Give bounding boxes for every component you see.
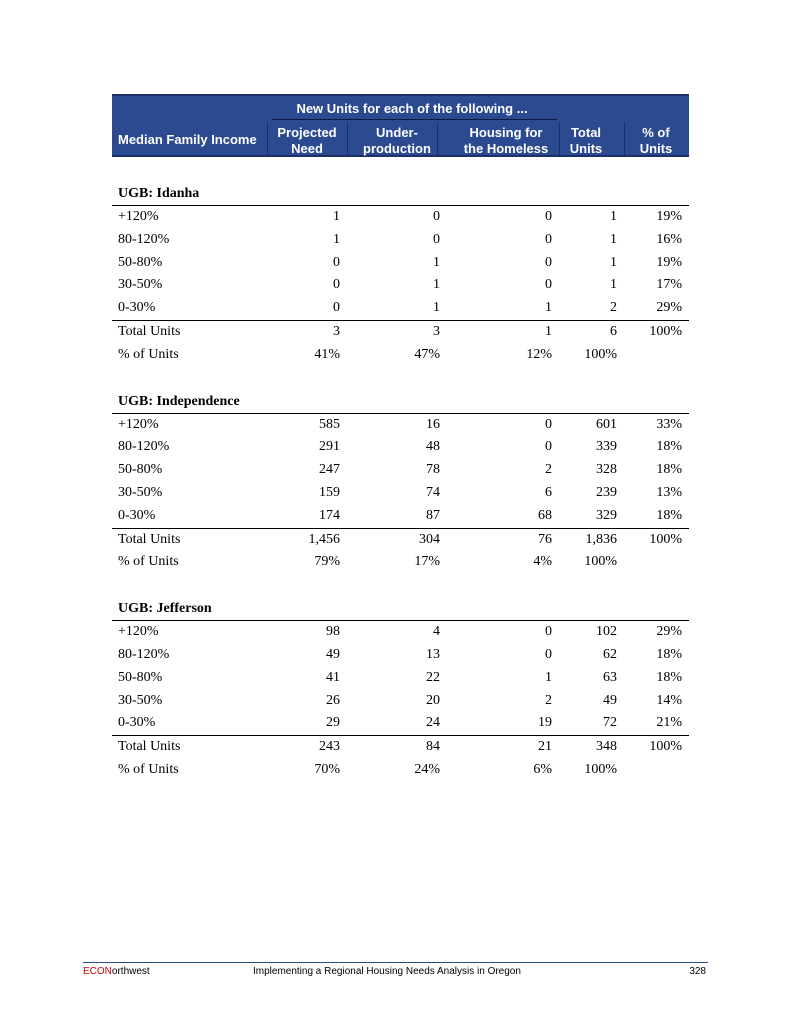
table-cell: 70% <box>314 761 340 777</box>
table-cell: 20 <box>426 692 440 708</box>
table-section <box>112 390 689 575</box>
table-cell: 18% <box>656 669 682 685</box>
table-cell: 2 <box>610 300 617 316</box>
table-row <box>112 229 689 252</box>
table-cell: 0 <box>545 439 552 455</box>
table-cell: 1 <box>610 277 617 293</box>
header-under-line2: production <box>363 141 431 156</box>
table-row <box>112 621 689 644</box>
section-title: UGB: Independence <box>112 390 689 414</box>
table-cell: 21 <box>538 739 552 755</box>
table-cell: 100% <box>649 323 682 339</box>
table-cell: 243 <box>319 739 340 755</box>
row-label: 0-30% <box>118 507 156 523</box>
table-row <box>112 505 689 528</box>
table-cell: 68 <box>538 507 552 523</box>
row-label: +120% <box>118 209 159 224</box>
table-cell: 100% <box>649 531 682 547</box>
header-divider <box>559 122 560 157</box>
table-cell: 0 <box>333 277 340 293</box>
table-cell: 339 <box>596 439 617 455</box>
table-cell: 174 <box>319 507 340 523</box>
table-cell: 1 <box>433 300 440 316</box>
table-cell: 1 <box>333 231 340 247</box>
row-label: 50-80% <box>118 462 163 478</box>
table-cell: 100% <box>584 761 617 777</box>
table-cell: 19% <box>656 254 682 270</box>
header-divider <box>624 122 625 157</box>
table-cell: 100% <box>649 739 682 755</box>
table-cell: 26 <box>326 692 340 708</box>
header-projected-need <box>267 125 347 157</box>
table-cell: 4 <box>433 624 440 640</box>
table-cell: 328 <box>596 462 617 478</box>
table-cell: 1 <box>610 254 617 270</box>
table-row <box>112 320 689 344</box>
table-cell: 0 <box>433 209 440 224</box>
table-cell: 48 <box>426 439 440 455</box>
housing-units-table <box>112 94 689 782</box>
table-cell: 72 <box>603 715 617 731</box>
table-cell: 63 <box>603 669 617 685</box>
row-label: 50-80% <box>118 254 163 270</box>
footer-page-number: 328 <box>689 966 706 977</box>
table-row <box>112 528 689 552</box>
table-cell: 1 <box>333 209 340 224</box>
table-cell: 18% <box>656 646 682 662</box>
table-cell: 41% <box>314 346 340 362</box>
table-cell: 16% <box>656 231 682 247</box>
header-span-title: New Units for each of the following ... <box>296 101 528 116</box>
table-cell: 18% <box>656 462 682 478</box>
table-cell: 22 <box>426 669 440 685</box>
header-under-line1: Under- <box>376 125 418 140</box>
header-median-family-income: Median Family Income <box>118 132 257 147</box>
table-row <box>112 667 689 690</box>
table-cell: 0 <box>545 416 552 432</box>
row-label: % of Units <box>118 761 179 777</box>
table-cell: 0 <box>333 254 340 270</box>
header-pct-units <box>624 125 688 157</box>
header-divider <box>267 122 268 157</box>
table-cell: 1 <box>545 669 552 685</box>
table-cell: 1 <box>610 209 617 224</box>
table-row <box>112 482 689 505</box>
table-section <box>112 182 689 367</box>
table-cell: 1,456 <box>308 531 340 547</box>
table-cell: 1 <box>545 300 552 316</box>
table-cell: 247 <box>319 462 340 478</box>
table-cell: 3 <box>333 323 340 339</box>
table-cell: 0 <box>545 209 552 224</box>
table-cell: 3 <box>433 323 440 339</box>
header-pct-line2: Units <box>639 141 673 156</box>
table-cell: 601 <box>596 416 617 432</box>
table-cell: 29% <box>656 624 682 640</box>
row-label: +120% <box>118 416 159 432</box>
table-cell: 1 <box>545 323 552 339</box>
table-row <box>112 551 689 574</box>
table-body <box>112 182 689 782</box>
table-cell: 29% <box>656 300 682 316</box>
table-header <box>112 94 689 157</box>
table-cell: 87 <box>426 507 440 523</box>
row-label: Total Units <box>118 323 181 339</box>
table-row <box>112 206 689 229</box>
table-cell: 6% <box>533 761 552 777</box>
header-total-line2: Units <box>569 141 603 156</box>
table-cell: 78 <box>426 462 440 478</box>
table-cell: 84 <box>426 739 440 755</box>
table-cell: 49 <box>603 692 617 708</box>
table-cell: 159 <box>319 484 340 500</box>
table-cell: 2 <box>545 462 552 478</box>
table-row <box>112 759 689 782</box>
row-label: 30-50% <box>118 484 163 500</box>
table-row <box>112 644 689 667</box>
row-label: 30-50% <box>118 692 163 708</box>
table-cell: 1 <box>433 277 440 293</box>
table-cell: 24 <box>426 715 440 731</box>
table-row <box>112 735 689 759</box>
table-cell: 1 <box>610 231 617 247</box>
table-cell: 21% <box>656 715 682 731</box>
header-homeless-line2: the Homeless <box>463 141 549 156</box>
table-cell: 6 <box>610 323 617 339</box>
table-cell: 13 <box>426 646 440 662</box>
row-label: % of Units <box>118 554 179 570</box>
table-cell: 17% <box>656 277 682 293</box>
table-cell: 2 <box>545 692 552 708</box>
table-section <box>112 597 689 782</box>
table-cell: 47% <box>414 346 440 362</box>
table-cell: 329 <box>596 507 617 523</box>
row-label: 80-120% <box>118 439 170 455</box>
table-row <box>112 436 689 459</box>
table-cell: 33% <box>656 416 682 432</box>
table-cell: 19% <box>656 209 682 224</box>
section-title: UGB: Idanha <box>112 182 689 206</box>
table-cell: 0 <box>545 277 552 293</box>
header-pct-line1: % of <box>642 125 670 140</box>
footer-brand <box>83 966 150 977</box>
section-title: UGB: Jefferson <box>112 597 689 621</box>
table-row <box>112 459 689 482</box>
row-label: +120% <box>118 624 159 640</box>
table-cell: 12% <box>526 346 552 362</box>
page-footer <box>83 962 708 979</box>
table-cell: 304 <box>419 531 440 547</box>
table-cell: 13% <box>656 484 682 500</box>
table-row <box>112 297 689 320</box>
table-cell: 0 <box>545 624 552 640</box>
table-cell: 17% <box>414 554 440 570</box>
table-cell: 6 <box>545 484 552 500</box>
row-label: 50-80% <box>118 669 163 685</box>
table-cell: 348 <box>596 739 617 755</box>
table-cell: 585 <box>319 416 340 432</box>
table-cell: 18% <box>656 507 682 523</box>
table-cell: 74 <box>426 484 440 500</box>
table-cell: 16 <box>426 416 440 432</box>
header-total-units <box>564 125 608 157</box>
table-cell: 18% <box>656 439 682 455</box>
table-cell: 14% <box>656 692 682 708</box>
table-cell: 49 <box>326 646 340 662</box>
row-label: 30-50% <box>118 277 163 293</box>
row-label: 0-30% <box>118 715 156 731</box>
table-cell: 0 <box>433 231 440 247</box>
table-cell: 102 <box>596 624 617 640</box>
table-cell: 76 <box>538 531 552 547</box>
table-cell: 0 <box>545 646 552 662</box>
header-homeless-line1: Housing for <box>469 125 543 140</box>
table-row <box>112 344 689 367</box>
table-cell: 29 <box>326 715 340 731</box>
row-label: 80-120% <box>118 231 170 247</box>
table-cell: 291 <box>319 439 340 455</box>
table-cell: 19 <box>538 715 552 731</box>
header-housing-homeless <box>450 125 562 157</box>
table-row <box>112 414 689 437</box>
table-cell: 0 <box>545 254 552 270</box>
table-row <box>112 274 689 297</box>
table-cell: 1,836 <box>585 531 617 547</box>
table-row <box>112 252 689 275</box>
table-cell: 79% <box>314 554 340 570</box>
footer-brand-rest: orthwest <box>111 966 150 977</box>
table-cell: 4% <box>533 554 552 570</box>
table-row <box>112 690 689 713</box>
table-cell: 62 <box>603 646 617 662</box>
row-label: Total Units <box>118 531 181 547</box>
header-divider <box>347 122 348 157</box>
row-label: % of Units <box>118 346 179 362</box>
row-label: Total Units <box>118 739 181 755</box>
footer-document-title: Implementing a Regional Housing Needs Analysis in Oregon <box>253 966 521 977</box>
table-cell: 100% <box>584 346 617 362</box>
table-row <box>112 712 689 735</box>
header-underproduction <box>357 125 437 157</box>
row-label: 80-120% <box>118 646 170 662</box>
table-cell: 41 <box>326 669 340 685</box>
table-cell: 100% <box>584 554 617 570</box>
table-cell: 239 <box>596 484 617 500</box>
table-cell: 0 <box>333 300 340 316</box>
header-total-line1: Total <box>570 125 602 140</box>
header-projected-line2: Need <box>291 141 323 156</box>
header-projected-line1: Projected <box>277 125 337 140</box>
footer-brand-econ: ECON <box>83 966 112 977</box>
header-divider <box>437 122 438 157</box>
table-cell: 98 <box>326 624 340 640</box>
table-cell: 1 <box>433 254 440 270</box>
header-span-underline <box>272 119 557 120</box>
row-label: 0-30% <box>118 300 156 316</box>
table-cell: 0 <box>545 231 552 247</box>
table-cell: 24% <box>414 761 440 777</box>
